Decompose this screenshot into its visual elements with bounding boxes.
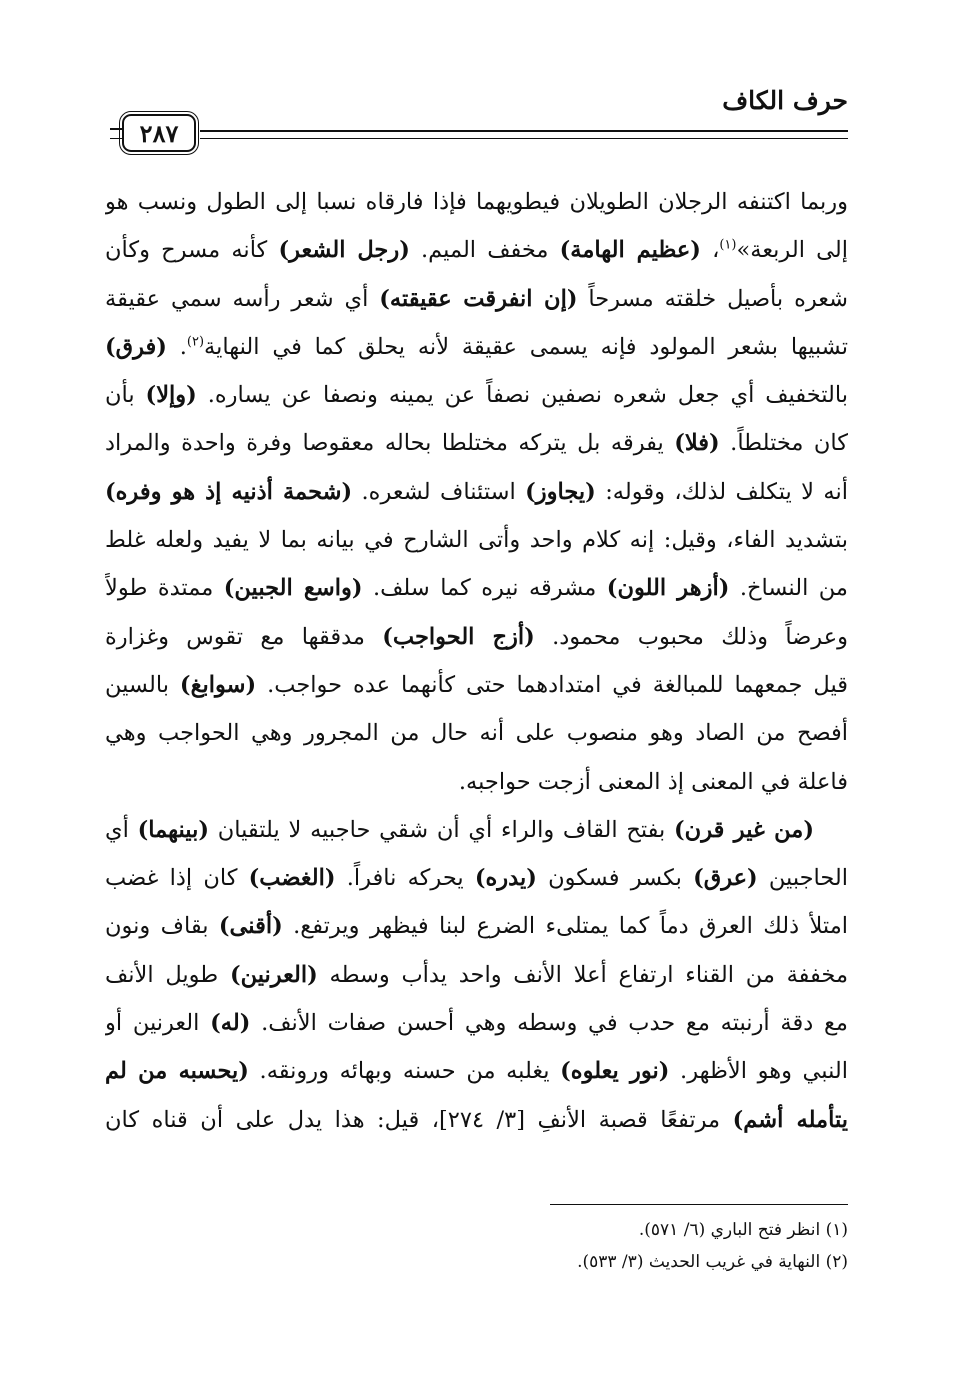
text-run: يفرقه بل يتركه مختلطا بحاله معقوصا وفرة واحدة والمراد — [105, 430, 675, 457]
text-line — [105, 468, 848, 516]
text-run: مع دقة أرنبته مع حدب في وسطه وهي أحسن صفات الأنف. — [250, 1010, 848, 1037]
text-run: أي — [105, 816, 138, 843]
text-run: بفتح القاف والراء أي أن شقي حاجبيه لا يلتقيان — [208, 816, 675, 843]
bold-term: (بينهما) — [137, 816, 209, 843]
footnote-ref: (٢) — [186, 334, 205, 350]
text-line — [105, 709, 848, 757]
text-run: إلى الربعة» — [736, 237, 848, 264]
bold-term: (سوابغ) — [179, 671, 257, 698]
text-run: مرتفعًا قصبة الأنفِ [٣/ ٢٧٤]، قيل: هذا يدل على أن قناه كان — [105, 1106, 733, 1133]
bold-term: (أزج الحواجب) — [382, 623, 535, 650]
bold-term: (الغضب) — [248, 865, 336, 892]
text-line — [105, 178, 848, 226]
text-line — [105, 951, 848, 999]
text-line — [105, 1096, 848, 1144]
bold-term: (فرق) — [105, 333, 167, 360]
text-run: يحركه نافراً. — [335, 865, 475, 892]
text-line — [105, 516, 848, 564]
text-line — [105, 226, 848, 274]
bold-term: (عظيم الهامة) — [559, 237, 701, 264]
text-run: وربما اكتنفه الرجلان الطويلان فيطويهما فإذا فارقاه نسبا إلى الطول ونسب هو — [105, 189, 848, 215]
text-run: كان مختلطاً. — [719, 430, 848, 457]
bold-term: (واسع الجبين) — [223, 575, 363, 602]
text-run: بأن — [105, 382, 146, 409]
footnote-separator — [550, 1204, 848, 1205]
text-run: من النساخ. — [729, 575, 848, 602]
footnote: (١) انظر فتح الباري (٦/ ٥٧١). — [638, 1220, 848, 1240]
text-run: بكسر فسكون — [536, 865, 694, 892]
text-run: امتلأ ذلك العرق دماً كما يمتلىء الضرع لبنا فيظهر ويرتفع. — [282, 913, 848, 940]
bold-term: (شحمة أذنيه إذ هو وفره) — [105, 478, 353, 505]
text-line — [105, 758, 848, 806]
text-run: يغلبه من حسنه وبهائه ورونقه. — [248, 1058, 561, 1085]
header-rule-thin — [200, 138, 848, 139]
text-run: العرنين أو — [105, 1010, 211, 1037]
text-run: استئناف لشعره. — [352, 478, 526, 505]
text-run: مخففة من القناء ارتفاع أعلا الأنف واحد يدأب وسطه — [317, 961, 848, 988]
text-run: بالسين — [105, 671, 180, 698]
text-run: النبي وهو الأظهر. — [669, 1058, 848, 1085]
bold-term: (يجاوز) — [525, 478, 596, 505]
bold-term: (رجل الشعر) — [278, 237, 410, 264]
bold-term: (فلا) — [674, 430, 720, 457]
text-line — [105, 806, 848, 854]
text-run: أفصح من الصاد وهو منصوب على أنه حال من المجرور وهي الحواجب وهي — [105, 720, 848, 747]
text-run: ، — [700, 237, 720, 264]
text-run: بقاف ونون — [105, 913, 219, 940]
text-run: قيل جمعهما للمبالغة في امتدادهما حتى كأنهما عده حواجب. — [256, 671, 848, 698]
text-run: الحاجبين — [757, 865, 848, 892]
text-line — [105, 564, 848, 612]
text-line — [105, 999, 848, 1047]
text-line — [105, 371, 848, 419]
text-line — [105, 275, 848, 323]
text-line — [105, 613, 848, 661]
text-run: بالتخفيف أي جعل شعره نصفين نصفاً عن يمينه ونصفا عن يساره. — [196, 382, 848, 409]
bold-term: (من غير قرن) — [674, 816, 815, 843]
text-run: مدققها مع تقوس وغزارة — [105, 623, 383, 650]
text-line — [105, 854, 848, 902]
header-rule-end — [110, 128, 122, 139]
text-run: أي شعر رأسه سمي عقيقة — [105, 285, 380, 312]
bold-term: (وإلا) — [145, 382, 197, 409]
text-line — [105, 661, 848, 709]
bold-term: (أزهر اللون) — [606, 575, 730, 602]
chapter-title: حرف الكاف — [722, 86, 848, 115]
header-rule — [200, 130, 848, 132]
body-text — [105, 178, 848, 1144]
footnote: (٢) النهاية في غريب الحديث (٣/ ٥٣٣). — [577, 1252, 848, 1272]
text-run: مخفف الميم. — [409, 237, 560, 264]
text-line — [105, 419, 848, 467]
bold-term: (يحسبه من لم — [105, 1058, 249, 1085]
text-line — [105, 323, 848, 371]
text-run: تشبيها بشعر المولود فإنه يسمى عقيقة لأنه يحلق كما في النهاية — [204, 333, 848, 360]
footnote-ref: (١) — [719, 237, 737, 253]
text-line — [105, 1047, 848, 1095]
text-run: مشرقه نيره كما سلف. — [362, 575, 607, 602]
bold-term: (عرق) — [693, 865, 758, 892]
footnotes — [108, 1214, 848, 1278]
bold-term: (أقنى) — [218, 913, 283, 940]
page-number: ٢٨٧ — [122, 114, 196, 152]
text-run: فاعلة في المعنى إذ المعنى أزجت حواجبه. — [458, 768, 848, 795]
text-run: طويل الأنف — [105, 961, 230, 988]
text-line — [105, 902, 848, 950]
text-run: كان إذا غضب — [105, 865, 249, 892]
text-run: أنه لا يتكلف لذلك، وقوله: — [595, 478, 848, 505]
bold-term: (العرنين) — [229, 961, 318, 988]
text-run: بتشديد الفاء، وقيل: إنه كلام واحد وأتى الشارح في بيانه بما لا يفيد ولعله غلط — [105, 527, 848, 554]
bold-term: (له) — [210, 1010, 251, 1037]
text-run: كأنه مسرح وكأن — [105, 237, 279, 264]
text-run: ممتدة طولاً — [105, 575, 224, 602]
text-run: وعرضاً وذلك محبوب محمود. — [534, 623, 848, 650]
text-run: شعره بأصيل خلقته مسرحاً — [577, 285, 848, 312]
bold-term: (إن انفرقت عقيقته) — [379, 285, 578, 312]
bold-term: يتأمله أشم) — [732, 1106, 848, 1133]
bold-term: (يدره) — [474, 865, 537, 892]
text-run: . — [166, 333, 187, 360]
bold-term: (نور يعلوه) — [560, 1058, 670, 1085]
